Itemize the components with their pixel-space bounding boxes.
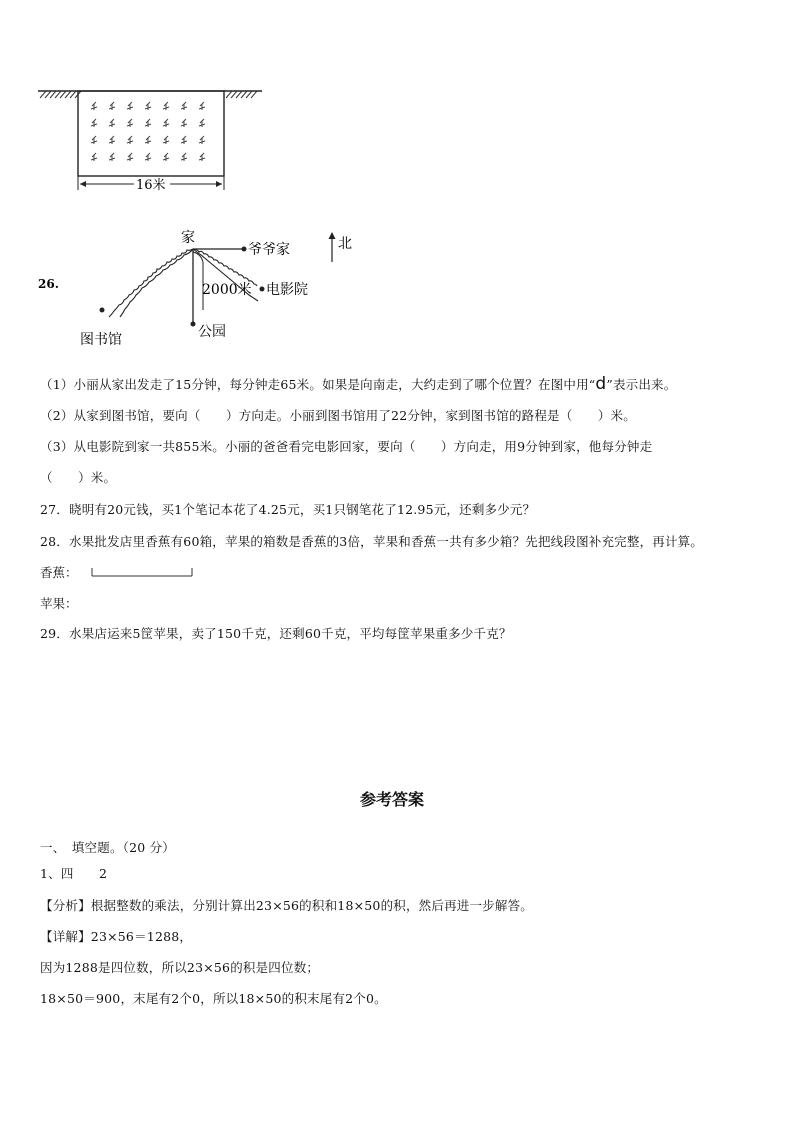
- question-27: 27．晓明有20元钱，买1个笔记本花了4.25元，买1只钢笔花了12.95元，还剩多少元？: [40, 502, 536, 517]
- library-label: 图书馆: [80, 332, 122, 348]
- answer-line-1: 因为1288是四位数，所以23×56的积是四位数；: [40, 960, 320, 975]
- cinema-label: 电影院: [266, 282, 308, 298]
- park-label: 公园: [198, 324, 226, 340]
- q26-sub3-line1: （3）从电影院到家一共855米。小丽的爸爸看完电影回家，要向（ ）方向走，用9分钟到家，他每分钟走: [40, 439, 653, 454]
- garden-figure: [36, 82, 266, 194]
- question-29: 29．水果店运来5筐苹果，卖了150千克，还剩60千克，平均每筐苹果重多少千克？: [40, 626, 512, 641]
- answers-section: 一、 填空题。（20 分）: [40, 840, 175, 855]
- q26-sub1: [40, 374, 676, 394]
- apple-label: 苹果：: [40, 596, 78, 611]
- marker-symbol: d: [595, 374, 607, 394]
- grandpa-label: 爷爷家: [248, 242, 290, 258]
- garden-width-label: 16米: [136, 178, 166, 193]
- banana-label: 香蕉：: [40, 565, 78, 580]
- answer-item-1: 1、四 2: [40, 866, 108, 881]
- plant-pattern: [91, 102, 205, 161]
- q26-sub3-line2: （ ）米。: [40, 470, 117, 485]
- answer-line-2: 18×50＝900，末尾有2个0，所以18×50的积末尾有2个0。: [40, 991, 387, 1006]
- distance-label: 2000米: [202, 282, 252, 298]
- north-label: 北: [338, 236, 352, 252]
- answers-title: 参考答案: [360, 790, 425, 809]
- map-figure: [36, 224, 366, 354]
- answer-analysis: 【分析】根据整数的乘法，分别计算出23×56的积和18×50的积，然后再进一步解答。: [40, 898, 533, 913]
- q26-sub2: （2）从家到图书馆，要向（ ）方向走。小丽到图书馆用了22分钟，家到图书馆的路程是（ ）米。: [40, 408, 636, 423]
- answer-detail: 【详解】23×56＝1288，: [40, 929, 193, 944]
- home-label: 家: [181, 230, 195, 246]
- banana-segment: [90, 566, 200, 580]
- q26-sub1-text-end: ”表示出来。: [606, 377, 677, 392]
- q26-sub1-text: （1）小丽从家出发走了15分钟，每分钟走65米。如果是向南走，大约走到了哪个位置？在图中用“: [40, 377, 596, 392]
- question-28: 28．水果批发店里香蕉有60箱，苹果的箱数是香蕉的3倍，苹果和香蕉一共有多少箱？先把线段图补充完整，再计算。: [40, 534, 704, 549]
- question-number: 26.: [38, 277, 59, 291]
